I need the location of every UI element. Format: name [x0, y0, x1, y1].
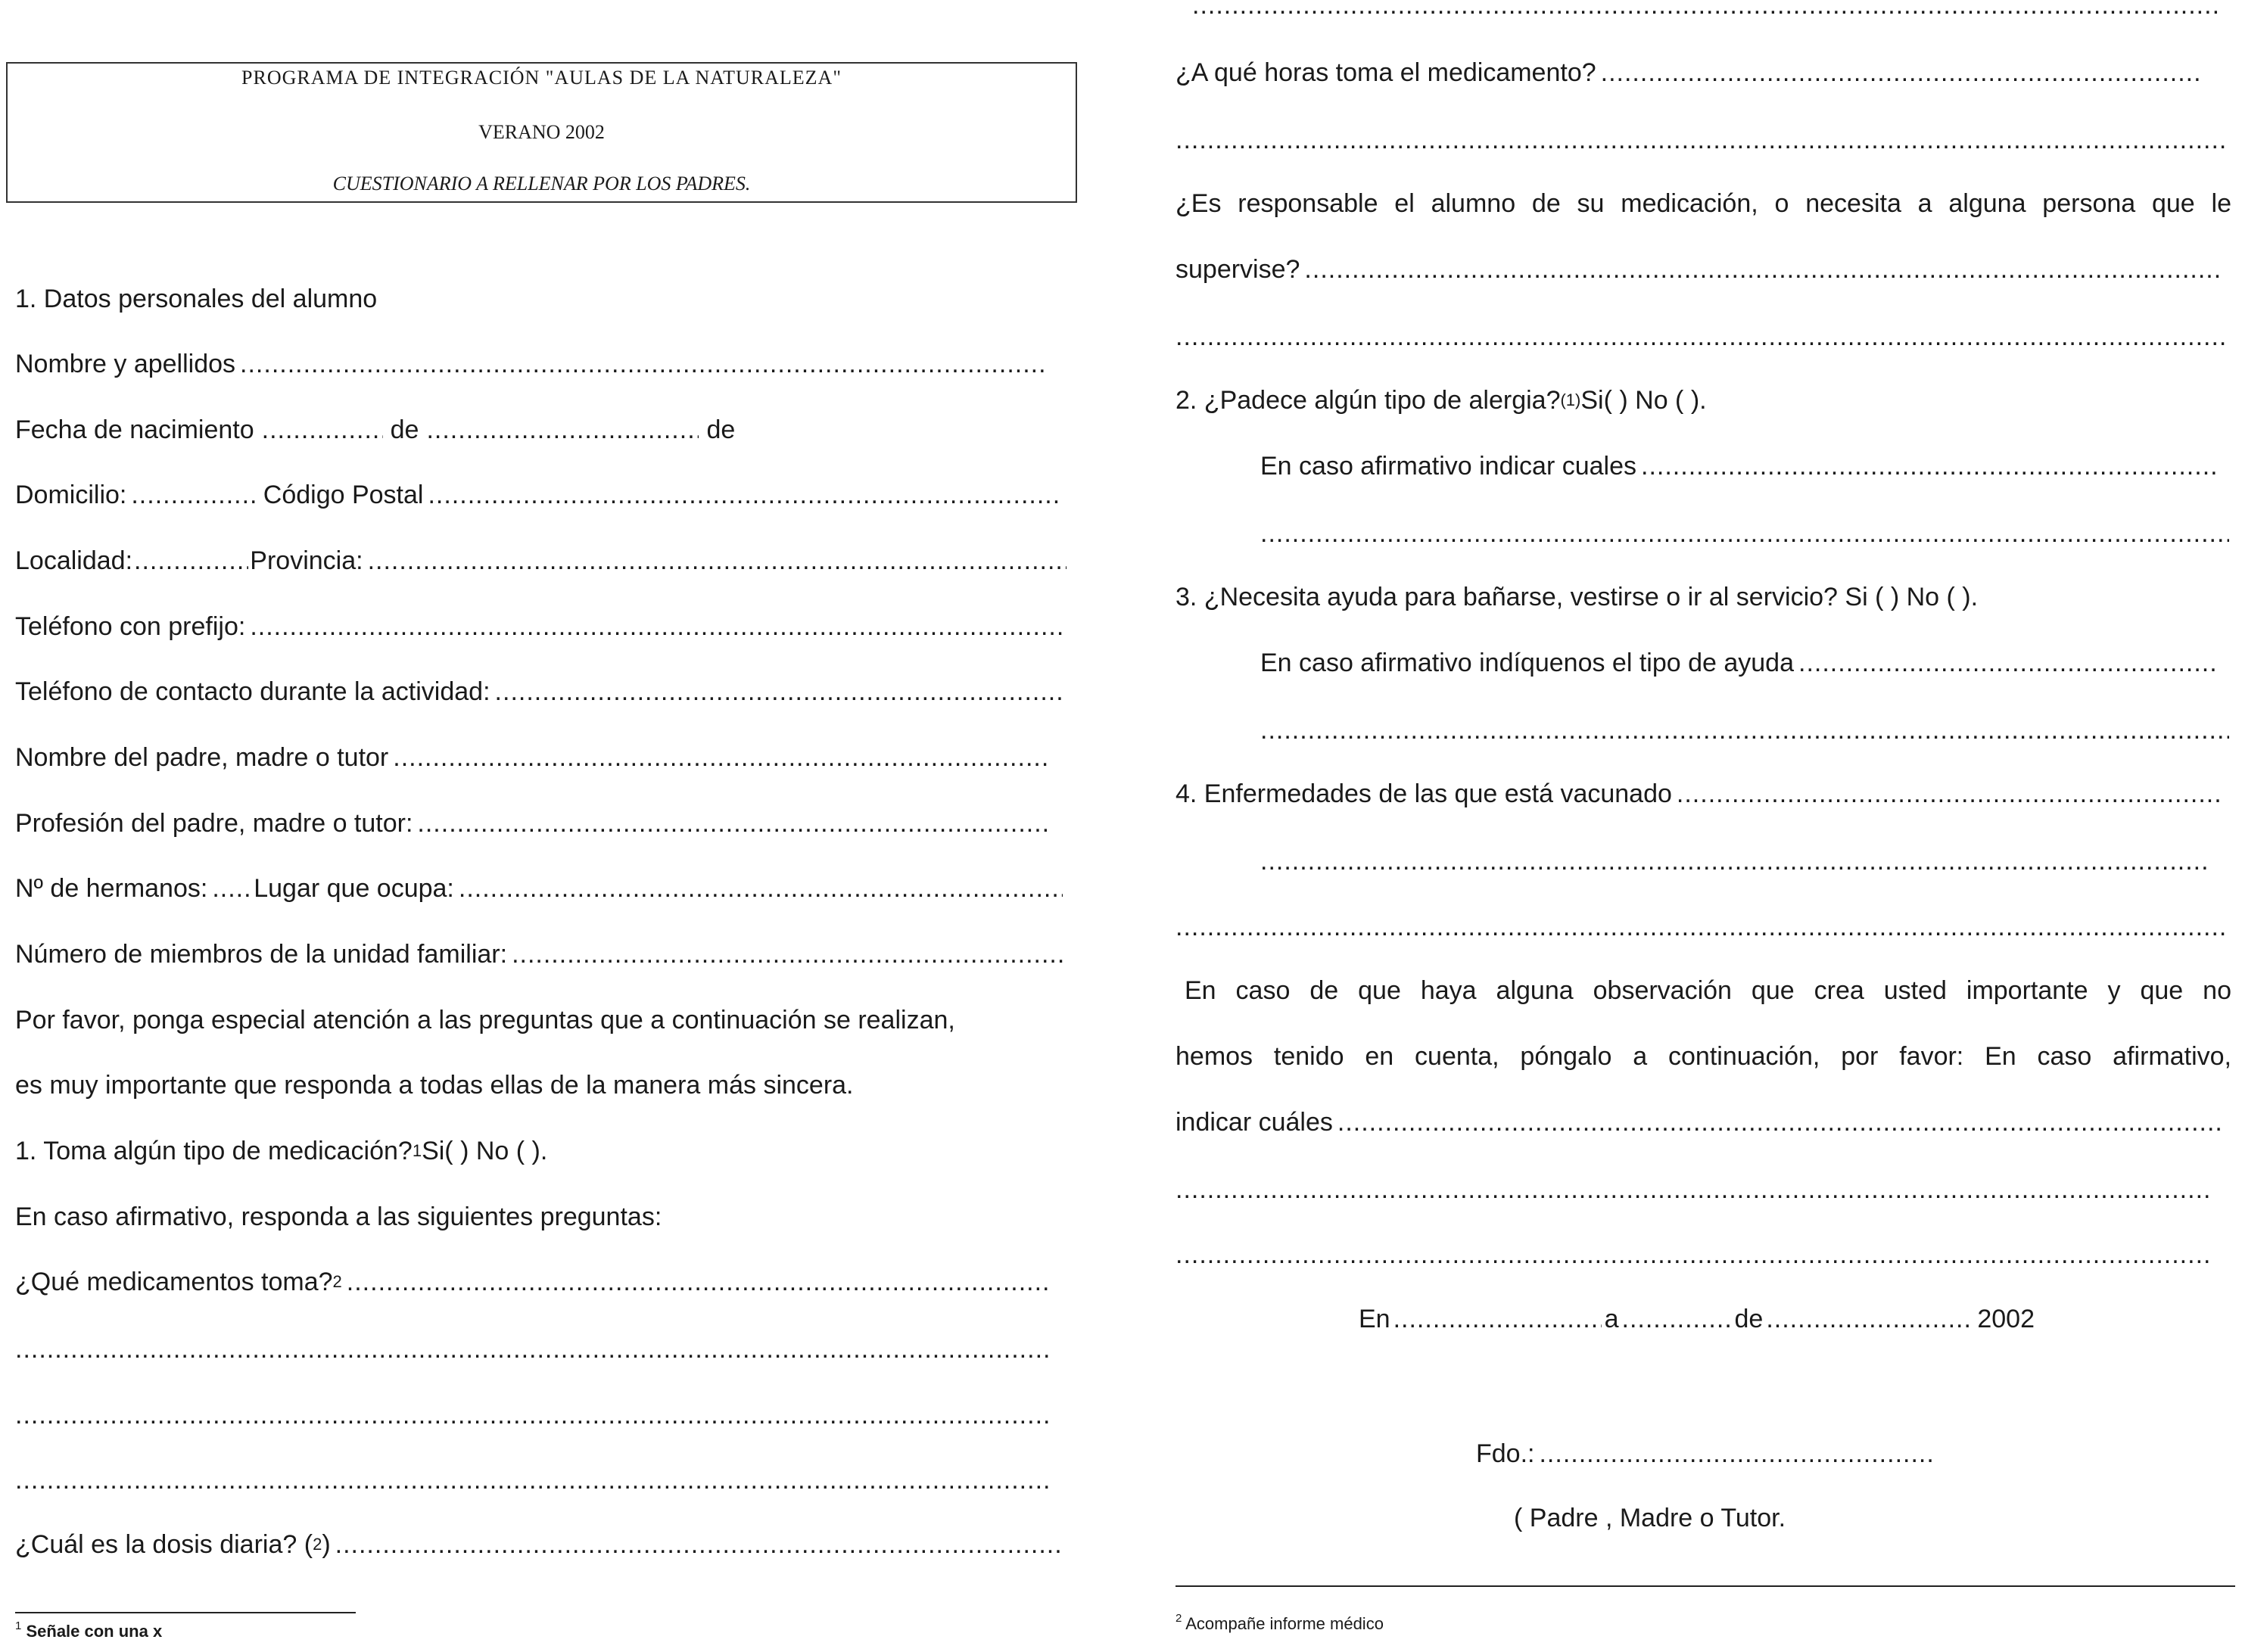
question-alergia: 2. ¿Padece algún tipo de alergia? $^{(1)}$ Si( ) No ( ).	[1175, 386, 1707, 415]
field-hermanos[interactable]	[15, 873, 1067, 904]
signer-role-text: ( Padre , Madre o Tutor.	[1514, 1504, 1786, 1532]
field-label: Nombre del padre, madre o tutor	[15, 743, 389, 772]
field-label: En caso afirmativo indicar cuales	[1260, 452, 1637, 481]
footnote-separator	[1175, 1585, 2235, 1587]
field-label: Fdo.:	[1476, 1439, 1535, 1468]
field-label: Nombre y apellidos	[15, 350, 236, 378]
section-title: 1. Datos personales del alumno	[15, 285, 378, 313]
field-tipo-ayuda[interactable]	[1260, 647, 2222, 679]
caso-afirmativo	[15, 1201, 1071, 1233]
question-text: 1. Toma algún tipo de medicación?	[15, 1137, 413, 1165]
field-label: ¿Qué medicamentos toma?	[15, 1268, 333, 1296]
caso-afirmativo-text: En caso afirmativo, responda a las siguientes preguntas:	[15, 1202, 662, 1231]
answer-line[interactable]	[1175, 129, 2228, 151]
footnote-separator	[15, 1612, 356, 1613]
field-label: Número de miembros de la unidad familiar:	[15, 940, 508, 969]
footnote-number: 1	[15, 1619, 22, 1632]
answer-line[interactable]	[1192, 0, 2222, 17]
question-text: 2. ¿Padece algún tipo de alergia?	[1175, 386, 1561, 415]
field-alergia-cuales[interactable]	[1260, 450, 2220, 482]
field-label: ¿Cuál es la dosis diaria? (	[15, 1530, 313, 1559]
questionnaire-title: CUESTIONARIO A RELLENAR POR LOS PADRES.	[332, 173, 751, 194]
observaciones-line-1	[1185, 975, 2231, 1006]
question-text: ¿Es responsable el alumno de su medicación, o necesita a alguna persona que le	[1175, 189, 2231, 218]
answer-line[interactable]	[1260, 719, 2229, 742]
footnote-text: Acompañe informe médico	[1185, 1614, 1384, 1633]
instructions-line-1	[15, 1004, 1071, 1036]
footnote-number: 2	[1175, 1611, 1182, 1625]
answer-line[interactable]	[15, 1338, 1052, 1361]
answer-line[interactable]	[15, 1469, 1052, 1492]
field-label: supervise?	[1175, 255, 1300, 284]
footnote-1	[15, 1619, 163, 1641]
form-header-box	[6, 62, 1077, 203]
field-label: a	[1604, 1305, 1619, 1333]
field-label: Profesión del padre, madre o tutor:	[15, 809, 413, 838]
observaciones-line-2	[1175, 1041, 2231, 1072]
field-label: de	[1734, 1305, 1764, 1333]
field-label: )	[322, 1530, 331, 1559]
field-label: Provincia:	[250, 546, 363, 575]
field-profesion[interactable]	[15, 807, 1052, 839]
field-label: Teléfono con prefijo:	[15, 612, 246, 641]
footnote-2	[1175, 1611, 1384, 1634]
answer-line[interactable]	[15, 1404, 1052, 1426]
field-medicamentos[interactable]: ¿Qué medicamentos toma? $^2$ .....	[15, 1266, 1052, 1298]
instructions-text: Por favor, ponga especial atención a las preguntas que a continuación se realizan,	[15, 1006, 955, 1034]
program-title: PROGRAMA DE INTEGRACIÓN "AULAS DE LA NATURALEZA"	[241, 67, 842, 89]
year-value: 2002	[1977, 1305, 2035, 1333]
field-label: Localidad:	[15, 546, 133, 575]
field-label: ¿A qué horas toma el medicamento?	[1175, 58, 1596, 87]
yes-no-options[interactable]: Si( ) No ( ).	[422, 1137, 548, 1165]
field-fecha-nacimiento[interactable]	[15, 414, 780, 446]
field-miembros[interactable]	[15, 938, 1067, 970]
field-domicilio[interactable]	[15, 479, 1067, 511]
field-label: Domicilio:	[15, 481, 127, 509]
yes-no-options[interactable]: Si( ) No ( ).	[1580, 386, 1707, 415]
question-ayuda	[1175, 581, 2231, 613]
question-text: 3. ¿Necesita ayuda para bañarse, vestirse o ir al servicio? Si ( ) No ( ).	[1175, 583, 1979, 611]
field-telefono[interactable]	[15, 611, 1067, 642]
field-label: En	[1359, 1305, 1390, 1333]
instructions-line-2	[15, 1069, 1071, 1101]
field-label: de	[390, 415, 419, 444]
observaciones-text: En caso de que haya alguna observación que crea usted importante y que no	[1185, 976, 2231, 1005]
field-vacunas[interactable]	[1175, 778, 2228, 810]
season-title: VERANO 2002	[478, 121, 605, 143]
field-label: Lugar que ocupa:	[254, 874, 454, 903]
answer-line[interactable]	[1175, 1178, 2212, 1201]
field-label: 4. Enfermedades de las que está vacunado	[1175, 779, 1672, 808]
footnote-text: Señale con una x	[26, 1622, 163, 1641]
field-supervise[interactable]	[1175, 254, 2228, 285]
answer-line[interactable]	[1175, 325, 2228, 348]
field-label: de	[706, 415, 736, 444]
field-label: Teléfono de contacto durante la actividad:	[15, 677, 490, 706]
field-telefono-contacto[interactable]	[15, 676, 1067, 708]
field-label: Código Postal	[263, 481, 424, 509]
signer-role	[1514, 1502, 1892, 1534]
answer-line[interactable]	[1175, 916, 2228, 938]
answer-line[interactable]	[1260, 850, 2210, 873]
field-nombre[interactable]	[15, 348, 1052, 380]
question-responsable	[1175, 188, 2231, 219]
instructions-text: es muy importante que responda a todas ellas de la manera más sincera.	[15, 1071, 854, 1100]
field-observaciones[interactable]	[1175, 1106, 2228, 1138]
section-personal-data	[15, 283, 1067, 315]
field-label: indicar cuáles	[1175, 1108, 1333, 1137]
question-medicacion: 1. Toma algún tipo de medicación? $^1$ Si( ) No ( ).	[15, 1137, 548, 1165]
field-label: Nº de hermanos:	[15, 874, 208, 903]
field-dosis[interactable]: ¿Cuál es la dosis diaria? ( $^2$ ) .....	[15, 1529, 1067, 1560]
field-firma[interactable]	[1476, 1438, 1938, 1470]
field-lugar-fecha[interactable]	[1359, 1303, 2055, 1335]
observaciones-text: hemos tenido en cuenta, póngalo a continuación, por favor: En caso afirmativo,	[1175, 1042, 2231, 1071]
answer-line[interactable]	[1260, 522, 2229, 545]
field-nombre-padre[interactable]	[15, 742, 1052, 773]
field-horas[interactable]	[1175, 57, 2205, 89]
answer-line[interactable]	[1175, 1243, 2212, 1266]
field-label: En caso afirmativo indíquenos el tipo de ayuda	[1260, 649, 1795, 677]
field-localidad[interactable]	[15, 545, 1071, 577]
field-label: Fecha de nacimiento	[15, 415, 254, 444]
